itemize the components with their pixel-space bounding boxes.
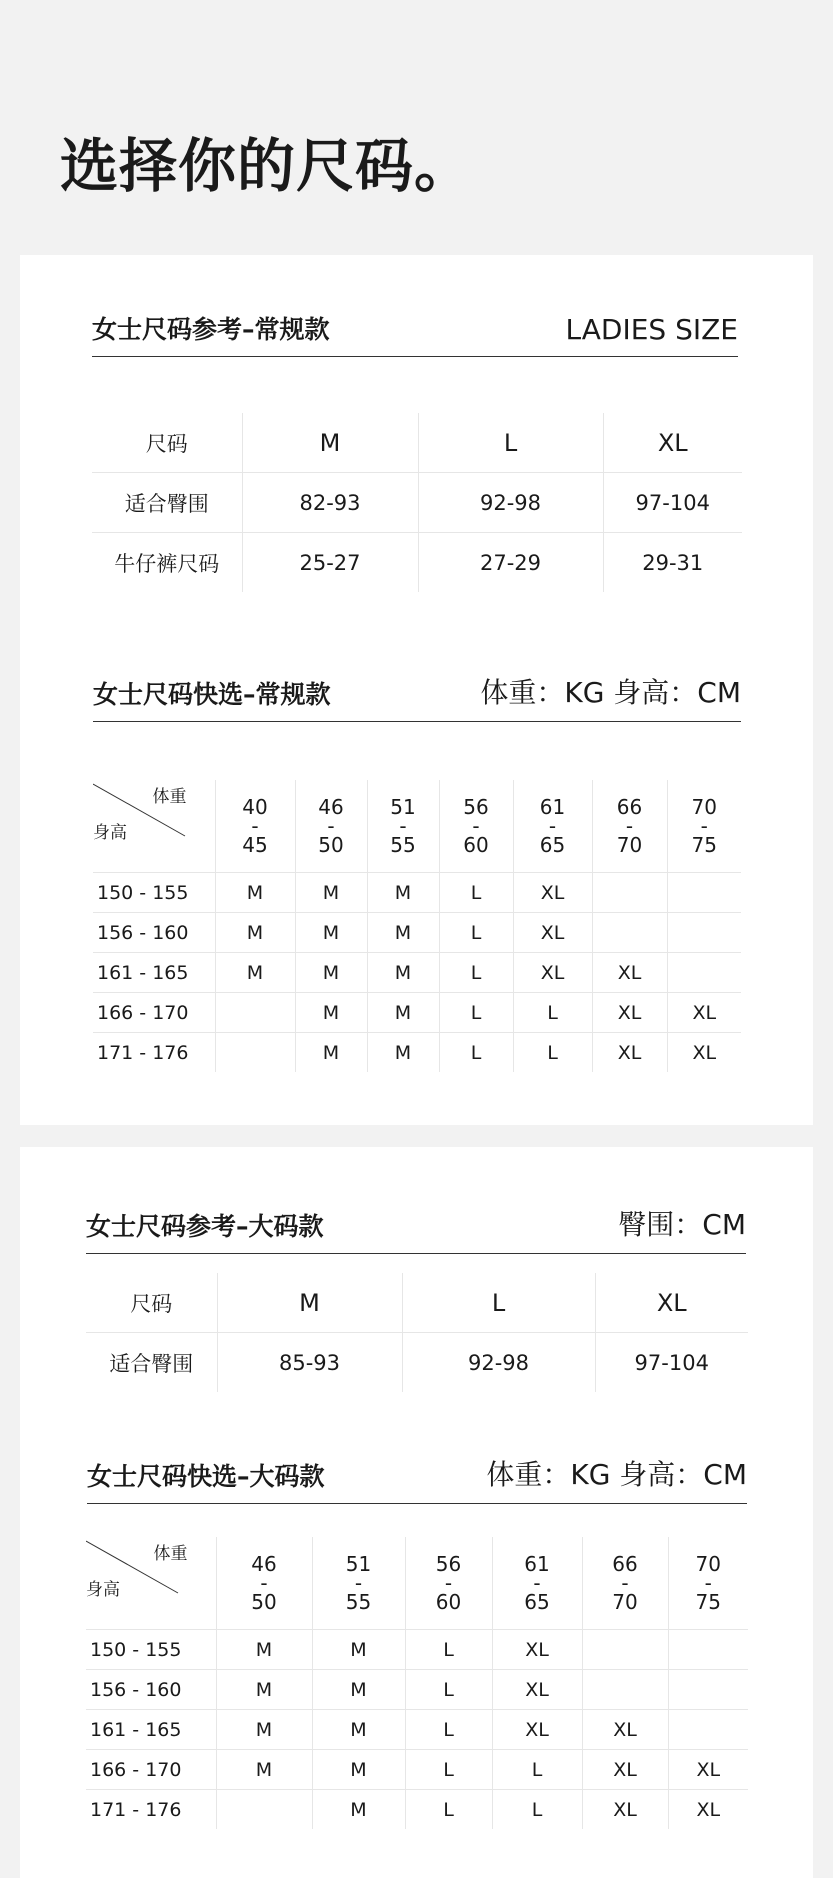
size-cell [215,993,295,1033]
size-cell: M [215,913,295,953]
section-unit: 体重：KG 身高：CM [486,1458,747,1491]
weight-range-header [312,1537,405,1630]
weight-min: 61 [539,794,566,819]
table-cell: L [418,413,603,473]
weight-range-header [367,780,439,873]
weight-max: 55 [345,1589,372,1614]
weight-range-header [667,780,741,873]
weight-axis-label: 体重 [153,1544,188,1564]
height-range: 161 - 165 [86,1710,216,1750]
size-cell: M [295,873,367,913]
weight-min: 61 [524,1551,550,1576]
range-dash: - [621,1570,629,1595]
corner-cell [86,1537,216,1630]
height-range: 161 - 165 [93,953,215,993]
weight-min: 66 [616,794,643,819]
table-cell: 25-27 [242,533,418,593]
size-cell: L [492,1750,582,1790]
weight-max: 50 [318,832,344,857]
regular-quick-table [93,780,741,1072]
size-cell [592,873,667,913]
size-cell: M [312,1670,405,1710]
weight-range-header [216,1537,312,1630]
table-cell: 29-31 [603,533,742,593]
size-cell: L [439,1033,513,1073]
weight-min: 51 [390,794,416,819]
plus-reference-header [86,1203,746,1254]
table-cell: 82-93 [242,473,418,533]
size-cell: M [216,1670,312,1710]
size-cell [216,1790,312,1830]
range-dash: - [444,1570,453,1595]
table-row [92,533,742,593]
table-row [86,1710,748,1750]
size-cell: XL [667,1033,741,1073]
range-dash: - [548,813,557,838]
table-body [86,1537,748,1829]
size-cell: XL [492,1670,582,1710]
size-cell: XL [513,913,592,953]
weight-max: 70 [616,832,643,857]
weight-min: 56 [435,1551,462,1576]
range-dash: - [700,813,708,838]
table-body [93,780,741,1072]
height-range: 156 - 160 [93,913,215,953]
size-cell: M [216,1750,312,1790]
size-cell: M [312,1630,405,1670]
height-range: 166 - 170 [86,1750,216,1790]
plus-reference-table [86,1273,748,1392]
table-row [86,1630,748,1670]
size-cell: L [439,913,513,953]
height-range: 171 - 176 [97,1041,189,1064]
regular-reference-table [92,413,742,592]
corner-cell [93,780,215,873]
height-range: 166 - 170 [93,993,215,1033]
weight-min: 66 [612,1551,638,1576]
section-unit: 体重：KG 身高：CM [480,676,741,709]
size-cell: L [405,1630,492,1670]
size-cell: XL [513,873,592,913]
section-title: 女士尺码快选–大码款 [87,1462,325,1491]
size-cell: L [439,873,513,913]
size-cell [582,1670,668,1710]
table-cell: 97-104 [595,1333,748,1393]
size-cell: XL [668,1750,748,1790]
weight-range-header [668,1537,748,1630]
weight-range-header [439,780,513,873]
plus-size-card [20,1147,813,1878]
size-cell: M [295,913,367,953]
size-cell: XL [667,993,741,1033]
row-label: 适合臀围 [92,473,242,533]
regular-reference-header [92,310,738,357]
table-cell: 85-93 [217,1333,402,1393]
size-cell [592,913,667,953]
size-cell: M [367,953,439,993]
table-row [92,413,742,473]
size-cell: XL [582,1790,668,1830]
table-row [93,953,741,993]
weight-min: 70 [691,794,717,819]
weight-max: 60 [435,1589,462,1614]
size-cell [667,953,741,993]
table-body [86,1273,748,1392]
size-cell [667,873,741,913]
regular-quick-header [93,671,741,722]
size-cell: XL [492,1710,582,1750]
table-cell: M [242,413,418,473]
size-cell: XL [582,1710,668,1750]
weight-max: 75 [691,832,717,857]
size-cell: M [215,873,295,913]
range-dash: - [354,1570,363,1595]
size-cell: L [439,993,513,1033]
table-row [93,993,741,1033]
row-label: 牛仔裤尺码 [114,551,220,576]
size-cell: M [295,993,367,1033]
weight-header-row [86,1537,748,1630]
section-title: 女士尺码参考–大码款 [86,1212,324,1241]
size-cell: L [513,1033,592,1073]
size-cell: XL [513,953,592,993]
weight-range-header [295,780,367,873]
row-label: 尺码 [86,1273,217,1333]
weight-max: 55 [390,832,416,857]
weight-max: 65 [524,1589,550,1614]
weight-max: 65 [539,832,566,857]
size-cell: L [439,953,513,993]
section-title: 女士尺码快选–常规款 [93,680,331,709]
size-cell [668,1710,748,1750]
size-cell [667,913,741,953]
page-title: 选择你的尺码。 [60,132,474,200]
weight-max: 75 [695,1589,721,1614]
range-dash: - [251,813,259,838]
weight-range-header [513,780,592,873]
table-row [93,1033,741,1073]
table-row [93,913,741,953]
section-title: 女士尺码参考–常规款 [92,315,330,344]
weight-range-header [592,780,667,873]
weight-range-header [215,780,295,873]
height-range: 150 - 155 [93,873,215,913]
size-cell: M [215,953,295,993]
size-cell: XL [668,1790,748,1830]
table-row [86,1670,748,1710]
weight-range-header [405,1537,492,1630]
size-cell: M [295,1033,367,1073]
table-row [93,873,741,913]
table-cell: XL [595,1273,748,1333]
height-range: 171 - 176 [90,1798,182,1821]
table-cell: 92-98 [418,473,603,533]
table-row [92,473,742,533]
table-cell: XL [603,413,742,473]
size-cell: XL [592,993,667,1033]
weight-min: 46 [318,794,344,819]
section-unit: LADIES SIZE [565,313,738,346]
range-dash: - [399,813,407,838]
size-cell: XL [592,953,667,993]
size-cell: XL [492,1630,582,1670]
weight-header-row [93,780,741,873]
weight-max: 50 [251,1589,277,1614]
weight-axis-label: 体重 [152,787,187,807]
height-axis-label: 身高 [86,1580,120,1600]
size-cell [215,1033,295,1073]
weight-range-header [582,1537,668,1630]
table-cell: 97-104 [603,473,742,533]
height-range: 150 - 155 [86,1630,216,1670]
size-cell: M [367,873,439,913]
table-row [86,1333,748,1393]
range-dash: - [260,1570,268,1595]
table-row [86,1273,748,1333]
weight-min: 51 [345,1551,372,1576]
size-cell: M [295,953,367,993]
size-cell: XL [592,1033,667,1073]
size-cell: L [492,1790,582,1830]
weight-min: 40 [242,794,268,819]
size-cell: L [405,1670,492,1710]
table-cell: 27-29 [418,533,603,593]
table-row [86,1790,748,1830]
size-cell: M [312,1710,405,1750]
regular-size-card [20,255,813,1125]
table-cell: L [402,1273,595,1333]
size-cell: M [216,1630,312,1670]
size-cell: M [312,1750,405,1790]
plus-quick-header [87,1453,747,1504]
size-cell: L [513,993,592,1033]
range-dash: - [327,813,335,838]
height-range: 156 - 160 [86,1670,216,1710]
weight-max: 70 [612,1589,638,1614]
weight-max: 45 [242,832,268,857]
size-cell: M [312,1790,405,1830]
section-unit: 臀围：CM [618,1208,746,1241]
height-axis-label: 身高 [93,823,127,843]
size-cell [668,1630,748,1670]
weight-min: 46 [251,1551,277,1576]
weight-min: 70 [695,1551,721,1576]
range-dash: - [533,1570,541,1595]
table-cell: M [217,1273,402,1333]
size-cell: M [216,1710,312,1750]
table-body [92,413,742,592]
size-cell: L [405,1710,492,1750]
table-cell: 92-98 [402,1333,595,1393]
size-cell [668,1670,748,1710]
plus-quick-table [86,1537,748,1829]
size-cell: M [367,913,439,953]
size-cell: L [405,1750,492,1790]
weight-range-header [492,1537,582,1630]
range-dash: - [704,1570,712,1595]
range-dash: - [472,813,480,838]
table-row [86,1750,748,1790]
weight-max: 60 [463,832,489,857]
weight-min: 56 [463,794,489,819]
size-cell: L [405,1790,492,1830]
size-cell: M [367,993,439,1033]
size-cell [582,1630,668,1670]
range-dash: - [625,813,634,838]
size-cell: M [367,1033,439,1073]
row-label: 尺码 [92,413,242,473]
size-cell: XL [582,1750,668,1790]
row-label: 适合臀围 [109,1351,194,1376]
